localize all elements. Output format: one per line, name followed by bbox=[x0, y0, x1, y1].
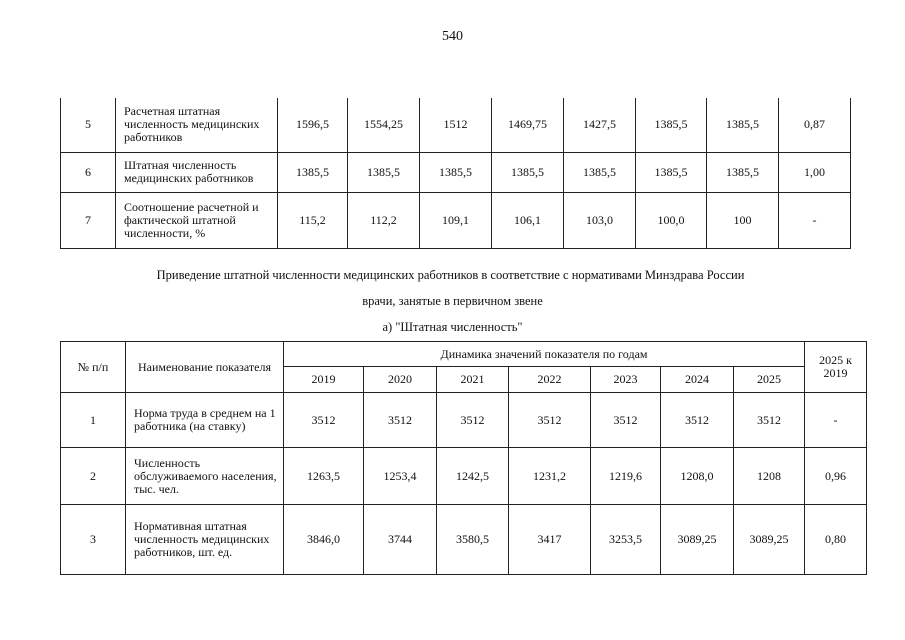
value-cell: 1385,5 bbox=[707, 152, 779, 192]
value-cell: 1385,5 bbox=[278, 152, 348, 192]
value-cell: 1263,5 bbox=[284, 448, 364, 505]
table-row bbox=[61, 448, 867, 505]
value-cell: 1385,5 bbox=[636, 98, 707, 152]
value-cell: 3089,25 bbox=[734, 505, 805, 575]
year-header: 2024 bbox=[661, 367, 734, 393]
indicator-name: Норма труда в среднем на 1 работника (на ставку) bbox=[126, 393, 284, 448]
value-cell: 115,2 bbox=[278, 192, 348, 248]
header-name: Наименование показателя bbox=[126, 342, 284, 393]
value-cell: 1385,5 bbox=[420, 152, 492, 192]
value-cell: 103,0 bbox=[564, 192, 636, 248]
table-title: а) "Штатная численность" bbox=[382, 320, 523, 334]
value-cell: 106,1 bbox=[492, 192, 564, 248]
value-cell: 1469,75 bbox=[492, 98, 564, 152]
value-cell: 3512 bbox=[437, 393, 509, 448]
header-dynamics: Динамика значений показателя по годам bbox=[284, 342, 805, 367]
table-row bbox=[61, 98, 851, 152]
value-cell: 1242,5 bbox=[437, 448, 509, 505]
header-num: № п/п bbox=[61, 342, 126, 393]
table-row bbox=[61, 192, 851, 248]
value-cell: 1385,5 bbox=[348, 152, 420, 192]
ratio-cell: 0,80 bbox=[805, 505, 867, 575]
value-cell: 3512 bbox=[591, 393, 661, 448]
value-cell: 1208,0 bbox=[661, 448, 734, 505]
year-header: 2023 bbox=[591, 367, 661, 393]
year-header: 2021 bbox=[437, 367, 509, 393]
value-cell: 3512 bbox=[734, 393, 805, 448]
ratio-cell: 1,00 bbox=[779, 152, 851, 192]
row-number: 7 bbox=[61, 192, 116, 248]
section-heading: Приведение штатной численности медицинских работников в соответствие с нормативами Минздрава России bbox=[156, 268, 745, 282]
staffing-norm-table bbox=[60, 341, 867, 575]
value-cell: 1385,5 bbox=[636, 152, 707, 192]
value-cell: 100 bbox=[707, 192, 779, 248]
indicator-name: Численность обслуживаемого населения, тыс. чел. bbox=[126, 448, 284, 505]
page-number: 540 bbox=[442, 29, 463, 44]
staffing-table-continued bbox=[60, 98, 851, 249]
row-number: 6 bbox=[61, 152, 116, 192]
year-header: 2020 bbox=[364, 367, 437, 393]
ratio-cell: 0,87 bbox=[779, 98, 851, 152]
indicator-name: Соотношение расчетной и фактической штатной численности, % bbox=[116, 192, 278, 248]
value-cell: 3512 bbox=[661, 393, 734, 448]
ratio-cell: 0,96 bbox=[805, 448, 867, 505]
indicator-name: Штатная численность медицинских работников bbox=[116, 152, 278, 192]
header-row bbox=[61, 342, 867, 367]
value-cell: 1385,5 bbox=[564, 152, 636, 192]
value-cell: 1253,4 bbox=[364, 448, 437, 505]
value-cell: 3512 bbox=[364, 393, 437, 448]
value-cell: 1512 bbox=[420, 98, 492, 152]
value-cell: 1554,25 bbox=[348, 98, 420, 152]
header-ratio: 2025 к 2019 bbox=[805, 342, 867, 393]
value-cell: 3512 bbox=[284, 393, 364, 448]
year-header: 2025 bbox=[734, 367, 805, 393]
ratio-cell: - bbox=[779, 192, 851, 248]
value-cell: 1596,5 bbox=[278, 98, 348, 152]
value-cell: 3580,5 bbox=[437, 505, 509, 575]
table-row bbox=[61, 505, 867, 575]
value-cell: 1208 bbox=[734, 448, 805, 505]
value-cell: 1231,2 bbox=[509, 448, 591, 505]
value-cell: 112,2 bbox=[348, 192, 420, 248]
value-cell: 3417 bbox=[509, 505, 591, 575]
row-number: 5 bbox=[61, 98, 116, 152]
value-cell: 1219,6 bbox=[591, 448, 661, 505]
row-number: 3 bbox=[61, 505, 126, 575]
row-number: 1 bbox=[61, 393, 126, 448]
value-cell: 3253,5 bbox=[591, 505, 661, 575]
section-subheading: врачи, занятые в первичном звене bbox=[362, 294, 543, 308]
table-row bbox=[61, 393, 867, 448]
value-cell: 1427,5 bbox=[564, 98, 636, 152]
value-cell: 3846,0 bbox=[284, 505, 364, 575]
value-cell: 3512 bbox=[509, 393, 591, 448]
indicator-name: Нормативная штатная численность медицинских работников, шт. ед. bbox=[126, 505, 284, 575]
table-row bbox=[61, 152, 851, 192]
year-header: 2019 bbox=[284, 367, 364, 393]
value-cell: 1385,5 bbox=[492, 152, 564, 192]
value-cell: 3744 bbox=[364, 505, 437, 575]
indicator-name: Расчетная штатная численность медицинских работников bbox=[116, 98, 278, 152]
value-cell: 3089,25 bbox=[661, 505, 734, 575]
year-header: 2022 bbox=[509, 367, 591, 393]
ratio-cell: - bbox=[805, 393, 867, 448]
value-cell: 109,1 bbox=[420, 192, 492, 248]
row-number: 2 bbox=[61, 448, 126, 505]
value-cell: 100,0 bbox=[636, 192, 707, 248]
value-cell: 1385,5 bbox=[707, 98, 779, 152]
